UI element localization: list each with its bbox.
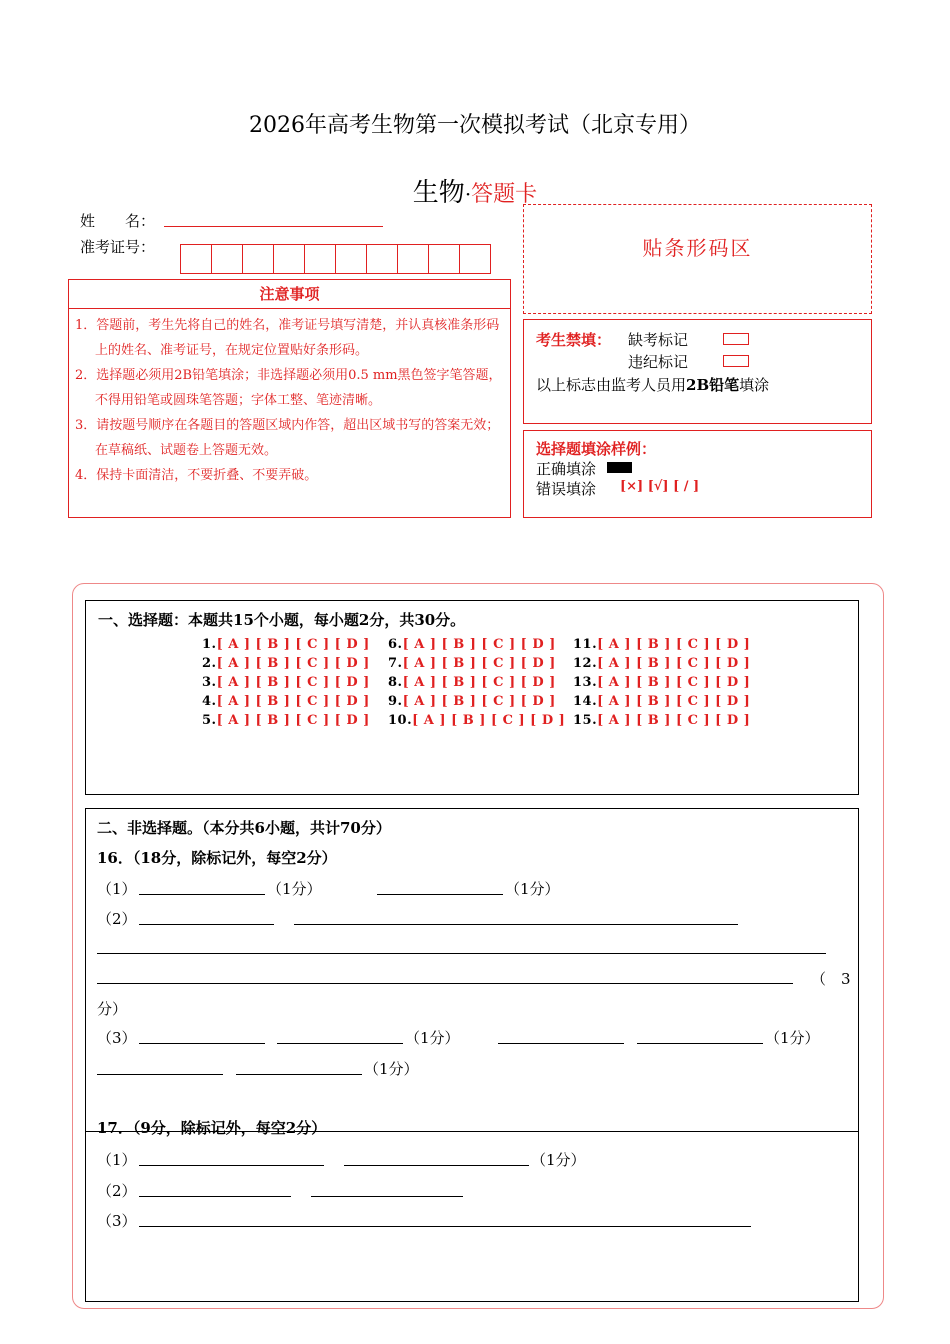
- question-number: 7.: [388, 656, 403, 671]
- name-field[interactable]: [164, 226, 383, 227]
- id-digit-box[interactable]: [428, 244, 460, 274]
- violation-mark[interactable]: [723, 355, 749, 367]
- correct-fill-sample: [607, 462, 632, 473]
- id-digit-box[interactable]: [180, 244, 212, 274]
- section2-heading: 二、非选择题。（本分共6小题，共计70分）: [97, 819, 391, 837]
- id-digit-box[interactable]: [242, 244, 274, 274]
- q17-part3-blank[interactable]: [139, 1226, 751, 1227]
- subject-dot: ·: [464, 182, 472, 206]
- id-number-boxes[interactable]: [181, 244, 491, 274]
- choice-options[interactable]: [ A ] [ B ] [ C ] [ D ]: [597, 656, 751, 671]
- id-digit-box[interactable]: [211, 244, 243, 274]
- choice-row[interactable]: [573, 637, 750, 656]
- choice-row[interactable]: [202, 675, 370, 694]
- q16-part2-blank-b[interactable]: [294, 924, 738, 925]
- q17-title: 17．（9分，除标记外，每空2分）: [97, 1119, 327, 1137]
- question-number: 3.: [202, 675, 217, 690]
- forbid-note-post: 填涂: [739, 376, 770, 394]
- forbid-label: 考生禁填：: [536, 331, 612, 349]
- q16-part3-blank-c[interactable]: [498, 1043, 624, 1044]
- choice-row[interactable]: [202, 656, 370, 675]
- choice-row[interactable]: [388, 637, 565, 656]
- correct-label: 正确填涂: [536, 460, 597, 478]
- q16-title: 16．（18分，除标记外，每空2分）: [97, 849, 337, 867]
- sample-label: 选择题填涂样例：: [536, 440, 657, 458]
- choice-column-3: [573, 637, 750, 732]
- q17-part1-points: （1分）: [531, 1151, 586, 1169]
- violation-label: 违纪标记: [628, 353, 689, 371]
- choice-options[interactable]: [ A ] [ B ] [ C ] [ D ]: [216, 675, 370, 690]
- forbid-note-bold: 2B铅笔: [686, 376, 740, 394]
- question-number: 15.: [573, 713, 598, 728]
- choice-row[interactable]: [202, 694, 370, 713]
- page-title: 2026年高考生物第一次模拟考试（北京专用）: [249, 113, 701, 138]
- choice-row[interactable]: [573, 694, 750, 713]
- q16-part2-line-3[interactable]: [97, 983, 793, 984]
- q16-part3-blank-d[interactable]: [637, 1043, 763, 1044]
- notice-heading: 注意事项: [68, 279, 511, 309]
- choice-row[interactable]: [573, 656, 750, 675]
- notice-item: 2．选择题必须用2B铅笔填涂；非选择题必须用0.5 mm黑色签字笔答题，不得用铅笔或圆珠笔答题；字体工整、笔迹清晰。: [75, 368, 502, 408]
- barcode-label: 贴条形码区: [642, 236, 753, 260]
- choice-options[interactable]: [ A ] [ B ] [ C ] [ D ]: [216, 694, 370, 709]
- section-choice: [85, 600, 859, 795]
- q17-part2-blank-a[interactable]: [139, 1196, 291, 1197]
- id-digit-box[interactable]: [273, 244, 305, 274]
- choice-row[interactable]: [388, 675, 565, 694]
- sample-box: [523, 430, 872, 518]
- choice-column-1: [202, 637, 370, 732]
- choice-row[interactable]: [202, 637, 370, 656]
- choice-row[interactable]: [388, 656, 565, 675]
- choice-options[interactable]: [ A ] [ B ] [ C ] [ D ]: [412, 713, 566, 728]
- question-number: 4.: [202, 694, 217, 709]
- q16-part2-blank-a[interactable]: [139, 924, 274, 925]
- question-number: 2.: [202, 656, 217, 671]
- forbid-note-pre: 以上标志由监考人员用: [536, 376, 687, 394]
- id-label: 准考证号：: [80, 238, 156, 256]
- q16-part2-label: （2）: [97, 910, 137, 928]
- id-digit-box[interactable]: [459, 244, 491, 274]
- id-digit-box[interactable]: [366, 244, 398, 274]
- q16-part3-blank-b[interactable]: [277, 1043, 403, 1044]
- q17-part2-label: （2）: [97, 1182, 137, 1200]
- id-digit-box[interactable]: [397, 244, 429, 274]
- q17-part1-blank-a[interactable]: [139, 1165, 324, 1166]
- q16-part2-points-b: 分）: [97, 1000, 128, 1018]
- q17-part2-blank-b[interactable]: [311, 1196, 463, 1197]
- q16-part3-blank-e[interactable]: [97, 1074, 223, 1075]
- q16-part1-blank-a[interactable]: [139, 894, 265, 895]
- choice-options[interactable]: [ A ] [ B ] [ C ] [ D ]: [597, 637, 751, 652]
- notice-item: 1．答题前，考生先将自己的姓名，准考证号填写清楚，并认真核准条形码上的姓名、准考证号，在规定位置贴好条形码。: [75, 318, 500, 358]
- question-number: 5.: [202, 713, 217, 728]
- choice-options[interactable]: [ A ] [ B ] [ C ] [ D ]: [402, 656, 556, 671]
- q17-part1-blank-b[interactable]: [344, 1165, 529, 1166]
- choice-options[interactable]: [ A ] [ B ] [ C ] [ D ]: [402, 637, 556, 652]
- name-label: 姓 名：: [80, 212, 156, 230]
- question-number: 14.: [573, 694, 598, 709]
- choice-row[interactable]: [573, 675, 750, 694]
- choice-options[interactable]: [ A ] [ B ] [ C ] [ D ]: [402, 694, 556, 709]
- choice-column-2: [388, 637, 565, 732]
- choice-options[interactable]: [ A ] [ B ] [ C ] [ D ]: [597, 694, 751, 709]
- section1-heading: 一、选择题：本题共15个小题，每小题2分，共30分。: [98, 611, 466, 629]
- id-digit-box[interactable]: [335, 244, 367, 274]
- question-number: 12.: [573, 656, 598, 671]
- q16-part3-blank-a[interactable]: [139, 1043, 265, 1044]
- q16-part3-points-c: （1分）: [364, 1060, 419, 1078]
- q17-part3-label: （3）: [97, 1212, 137, 1230]
- absent-label: 缺考标记: [628, 331, 689, 349]
- wrong-fill-sample: [×] [√] [ / ]: [620, 479, 700, 494]
- choice-row[interactable]: [202, 713, 370, 732]
- choice-options[interactable]: [ A ] [ B ] [ C ] [ D ]: [216, 713, 370, 728]
- question-number: 1.: [202, 637, 217, 652]
- q16-part3-points-a: （1分）: [405, 1029, 460, 1047]
- forbid-note: [536, 374, 769, 395]
- q16-part2-line-2[interactable]: [97, 953, 826, 954]
- card-label: 答题卡: [471, 182, 538, 207]
- choice-row[interactable]: [388, 694, 565, 713]
- choice-options[interactable]: [ A ] [ B ] [ C ] [ D ]: [597, 713, 751, 728]
- question-number: 11.: [573, 637, 598, 652]
- q16-part1-points-b: （1分）: [505, 880, 560, 898]
- question-number: 13.: [573, 675, 598, 690]
- subject-name: 生物: [412, 178, 465, 208]
- notice-item: 3．请按题号顺序在各题目的答题区域内作答，超出区域书写的答案无效；在草稿纸、试题卷上答题无效。: [75, 418, 500, 458]
- question-number: 8.: [388, 675, 403, 690]
- q16-part3-points-b: （1分）: [765, 1029, 820, 1047]
- question-number: 9.: [388, 694, 403, 709]
- absent-mark[interactable]: [723, 333, 749, 345]
- choice-options[interactable]: [ A ] [ B ] [ C ] [ D ]: [402, 675, 556, 690]
- q16-part2-points-a: （ 3: [811, 970, 851, 988]
- choice-row[interactable]: [573, 713, 750, 732]
- section-q17-box: [85, 1131, 859, 1302]
- q16-part3-blank-f[interactable]: [236, 1074, 362, 1075]
- q16-part3-label: （3）: [97, 1029, 137, 1047]
- choice-row[interactable]: [388, 713, 565, 732]
- wrong-label: 错误填涂: [536, 480, 597, 498]
- barcode-area: [523, 204, 872, 314]
- choice-options[interactable]: [ A ] [ B ] [ C ] [ D ]: [597, 675, 751, 690]
- choice-options[interactable]: [ A ] [ B ] [ C ] [ D ]: [216, 656, 370, 671]
- q16-part1-blank-b[interactable]: [377, 894, 503, 895]
- question-number: 10.: [388, 713, 413, 728]
- forbid-box: [523, 319, 872, 424]
- notice-body: [68, 309, 511, 518]
- question-number: 6.: [388, 637, 403, 652]
- id-digit-box[interactable]: [304, 244, 336, 274]
- notice-item: 4．保持卡面清洁，不要折叠、不要弄破。: [75, 468, 318, 483]
- choice-options[interactable]: [ A ] [ B ] [ C ] [ D ]: [216, 637, 370, 652]
- q17-part1-label: （1）: [97, 1151, 137, 1169]
- q16-part1-label: （1）: [97, 880, 137, 898]
- q16-part1-points-a: （1分）: [267, 880, 322, 898]
